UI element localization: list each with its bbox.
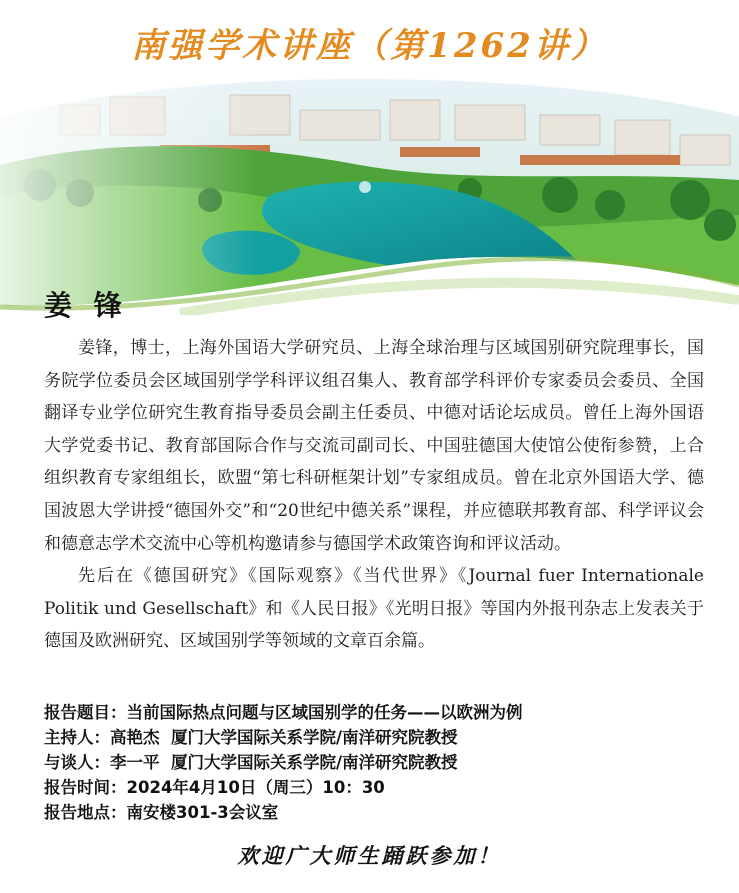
detail-value: 李一平 厦门大学国际关系学院/南洋研究院教授 [110,753,458,772]
detail-label: 报告地点： [44,803,127,822]
speaker-name: 姜 锋 [44,289,128,322]
detail-topic [44,700,704,725]
closing-invitation: 欢迎广大师生踊跃参加！ [237,843,502,868]
detail-time [44,775,704,800]
lecture-details [44,700,704,825]
detail-value: 高艳杰 厦门大学国际关系学院/南洋研究院教授 [110,728,458,747]
poster-title: 南强学术讲座（第1262讲） [131,26,608,66]
bio-paragraph: 先后在《德国研究》《国际观察》《当代世界》《Journal fuer Internationale Politik und Gesellschaft》和《人民日报》《光明日报》等国内外报刊杂志上发表关于德国及欧洲研究、区域国别学等领域的文章百余篇。 [44,566,704,652]
detail-value: 2024年4月10日（周三）10：30 [126,778,385,797]
detail-venue [44,800,704,825]
speaker-bio [44,332,704,658]
bio-paragraph: 姜锋，博士，上海外国语大学研究员、上海全球治理与区域国别研究院理事长，国务院学位委员会区域国别学学科评议组召集人、教育部学科评价专家委员会委员、全国翻译专业学位研究生教育指导委员会副主任委员、中德对话论坛成员。曾任上海外国语大学党委书记、教育部国际合作与交流司副司长、中国驻德国大使馆公使衔参赞，上合组织教育专家组组长，欧盟“第七科研框架计划”专家组成员。曾在北京外国语大学、德国波恩大学讲授“德国外交”和“20世纪中德关系”课程，并应德联邦教育部、科学评议会和德意志学术交流中心等机构邀请参与德国学术政策咨询和评议活动。 [44,338,704,554]
detail-host [44,725,704,750]
detail-value: 南安楼301-3会议室 [126,803,279,822]
detail-label: 主持人： [44,728,110,747]
campus-banner-image [0,75,739,315]
detail-label: 报告时间： [44,778,127,797]
detail-label: 与谈人： [44,753,110,772]
detail-label: 报告题目： [44,703,127,722]
detail-discussant [44,750,704,775]
detail-value: 当前国际热点问题与区域国别学的任务——以欧洲为例 [126,703,523,722]
